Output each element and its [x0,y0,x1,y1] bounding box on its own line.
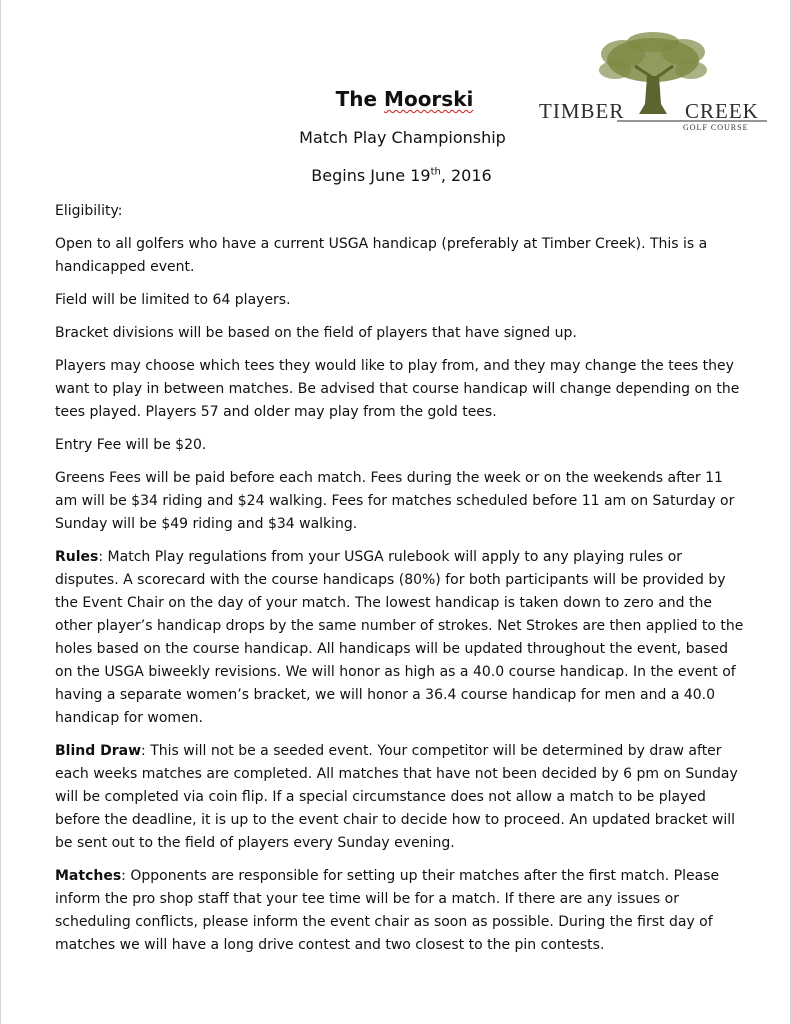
eligibility-paragraph: Open to all golfers who have a current USGA handicap (preferably at Timber Creek). This is a handicapped event. [55,236,708,275]
blind-draw-paragraph: Blind Draw: This will not be a seeded event. Your competitor will be determined by draw after each weeks matches are completed. All matches that have not been decided by 6 pm on Sunday will be completed via coin flip. If a special circumstance does not allow a match to be played before the deadline, it is up to the event chair to decide how to proceed. An updated bracket will be sent out to the field of players every Sunday evening. [55,743,738,851]
logo-word-left: TIMBER [539,99,625,123]
start-date: Begins June 19th, 2016 [311,166,492,185]
title-block [1,86,791,186]
document-body [55,200,745,967]
matches-label: Matches [55,868,122,884]
eligibility-heading: Eligibility: [55,203,123,219]
logo-tagline: GOLF COURSE [683,123,749,132]
spellcheck-flagged-word: Moorski [384,87,474,111]
matches-paragraph: Matches: Opponents are responsible for setting up their matches after the first match. Please inform the pro shop staff that your tee time will be for a match. If there are any issues or scheduling conflicts, please inform the event chair as soon as possible. During the first day of matches we will have a long drive contest and two closest to the pin contests. [55,868,720,953]
bracket-paragraph: Bracket divisions will be based on the field of players that have signed up. [55,325,577,341]
tees-paragraph: Players may choose which tees they would like to play from, and they may change the tees they want to play in between matches. Be advised that course handicap will change depending on the tees played. Players 57 and older may play from the gold tees. [55,358,740,420]
page-title: The Moorski [335,87,474,111]
blind-draw-label: Blind Draw [55,743,142,759]
greens-fees-paragraph: Greens Fees will be paid before each match. Fees during the week or on the weekends after 11 am will be $34 riding and $24 walking. Fees for matches scheduled before 11 am on Saturday or Sunday will be $49 riding and $34 walking. [55,470,735,532]
logo-word-right: CREEK [685,99,759,123]
rules-label: Rules [55,549,99,565]
field-limit-paragraph: Field will be limited to 64 players. [55,292,291,308]
page-subtitle: Match Play Championship [299,128,506,147]
entry-fee-paragraph: Entry Fee will be $20. [55,437,207,453]
rules-paragraph: Rules: Match Play regulations from your USGA rulebook will apply to any playing rules or disputes. A scorecard with the course handicaps (80%) for both participants will be provided by the Event Chair on the day of your match. The lowest handicap is taken down to zero and the other player’s handicap drops by the same number of strokes. Net Strokes are then applied to the holes based on the course handicap. All handicaps will be updated throughout the event, based on the USGA biweekly revisions. We will honor as high as a 40.0 course handicap. In the event of having a separate women’s bracket, we will honor a 36.4 course handicap for men and a 40.0 handicap for women. [55,549,744,726]
